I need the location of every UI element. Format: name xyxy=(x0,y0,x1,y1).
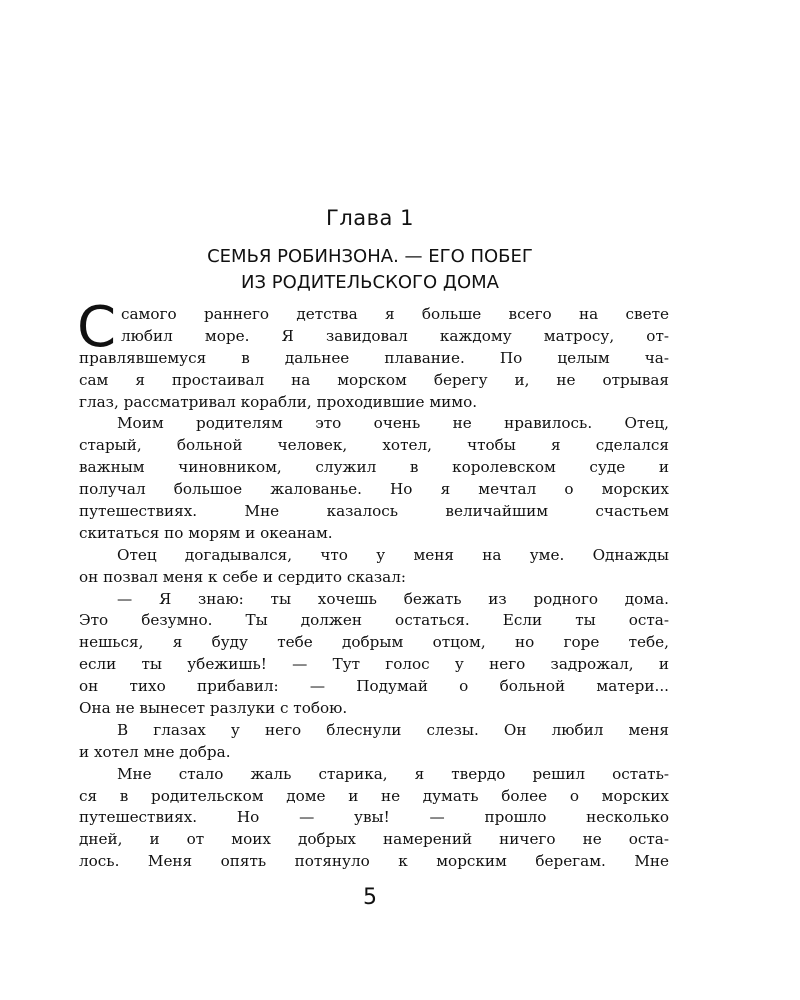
text-line: старый, больной человек, хотел, чтобы я сделался xyxy=(79,436,669,455)
text-line: лось. Меня опять потянуло к морским берегам. Мне xyxy=(79,852,669,871)
text-line: — Я знаю: ты хочешь бежать из родного дома. xyxy=(117,589,669,608)
drop-cap: С xyxy=(77,295,117,360)
page-number: 5 xyxy=(363,885,377,910)
text-line: Это безумно. Ты должен остаться. Если ты оста- xyxy=(79,611,669,630)
text-line: любил море. Я завидовал каждому матросу, от- xyxy=(121,326,669,345)
text-line: путешествиях. Мне казалось величайшим счастьем xyxy=(79,502,669,521)
chapter-label: Глава 1 xyxy=(326,206,414,230)
text-line: В глазах у него блеснули слезы. Он любил меня xyxy=(117,720,669,739)
text-line: и хотел мне добра. xyxy=(79,742,231,761)
text-line: он тихо прибавил: — Подумай о больной матери... xyxy=(79,677,669,696)
text-line: Отец догадывался, что у меня на уме. Однажды xyxy=(117,545,669,564)
text-line: нешься, я буду тебе добрым отцом, но горе тебе, xyxy=(79,633,669,652)
text-line: важным чиновником, служил в королевском суде и xyxy=(79,458,669,477)
text-line: сам я простаивал на морском берегу и, не отрывая xyxy=(79,370,669,389)
text-line: если ты убежишь! — Тут голос у него задрожал, и xyxy=(79,655,669,674)
text-line: скитаться по морям и океанам. xyxy=(79,523,333,542)
text-line: Мне стало жаль старика, я твердо решил остать- xyxy=(117,764,669,783)
chapter-title-line-2: ИЗ РОДИТЕЛЬСКОГО ДОМА xyxy=(241,272,499,293)
text-line: самого раннего детства я больше всего на свете xyxy=(121,305,669,323)
text-line: Она не вынесет разлуки с тобою. xyxy=(79,699,348,718)
text-line: дней, и от моих добрых намерений ничего не оста- xyxy=(79,830,669,849)
chapter-title-line-1: СЕМЬЯ РОБИНЗОНА. — ЕГО ПОБЕГ xyxy=(207,246,533,267)
text-line: получал большое жалованье. Но я мечтал о морских xyxy=(79,480,669,499)
text-line: путешествиях. Но — увы! — прошло несколько xyxy=(79,808,669,827)
text-line: он позвал меня к себе и сердито сказал: xyxy=(79,567,406,586)
text-line: правлявшемуся в дальнее плавание. По целым ча- xyxy=(79,348,669,367)
chapter-title xyxy=(0,244,740,296)
text-line: Моим родителям это очень не нравилось. Отец, xyxy=(117,414,669,433)
chapter-body xyxy=(77,295,669,873)
text-line: ся в родительском доме и не думать более о морских xyxy=(79,786,669,805)
text-line: глаз, рассматривал корабли, проходившие мимо. xyxy=(79,392,478,411)
